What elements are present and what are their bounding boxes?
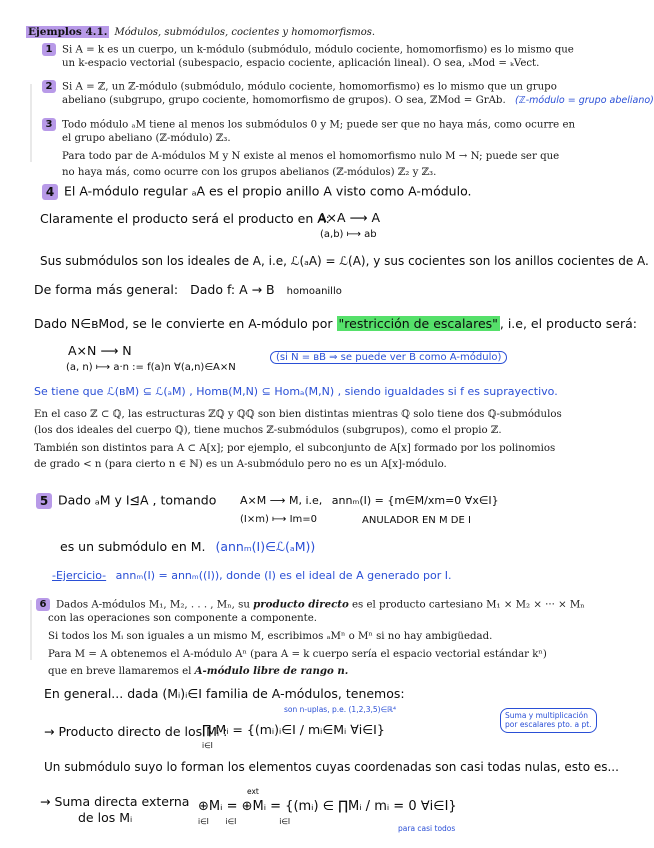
item-2-line-1: 2 Si A = ℤ, un ℤ-módulo (submódulo, módulo cociente, homomorfismo) es lo mismo que un grupo — [42, 80, 557, 93]
product-index: i∈I — [202, 741, 213, 750]
sum-label-2: de los Mᵢ — [78, 810, 133, 825]
item-2-note: (ℤ-módulo = grupo abeliano) — [514, 95, 654, 106]
item-4-para-4: de grado < n (para cierto n ∈ ℕ) es un A-submódulo pero no es un A[x]-módulo. — [34, 459, 447, 470]
item-number-6: 6 — [36, 598, 50, 611]
sum-label-1: → Suma directa externa — [40, 794, 190, 809]
item-6-line-5: que en breve llamaremos el A-módulo libre de rango n. — [48, 665, 349, 677]
map-1-top: A×A ⟶ A — [318, 210, 380, 225]
annihilator-formula: annₘ(I) = {m∈M/xm=0 ∀x∈I} — [331, 494, 499, 507]
item-4-line-1: 4 El A-módulo regular ₐA es el propio anillo A visto como A-módulo. — [42, 184, 471, 200]
item-4-para-2: (los dos ideales del cuerpo ℚ), tiene muchos ℤ-submódulos (subgrupos), como el propio ℤ. — [34, 425, 502, 436]
map-3-top: A×M ⟶ M, i.e, annₘ(I) = {m∈M/xm=0 ∀x∈I} — [240, 494, 499, 507]
item-number-4: 4 — [42, 184, 58, 200]
general-line: En general... dada (Mᵢ)ᵢ∈I familia de A-módulos, tenemos: — [44, 686, 405, 701]
item-number-5: 5 — [36, 493, 52, 509]
item-1-line-2: un k-espacio vectorial (subespacio, espacio cociente, aplicación lineal). O sea, ₖMod = ₖVect. — [62, 58, 540, 69]
suma-note: Suma y multiplicación por escalares pto. a pt. — [500, 708, 597, 733]
item-4-line-4: De forma más general: Dado f: A → B homoanillo — [34, 282, 342, 297]
example-subtitle: Módulos, submódulos, cocientes y homomorfismos. — [114, 27, 376, 38]
item-3-line-1: 3 Todo módulo ₐM tiene al menos los submódulos 0 y M; puede ser que no haya más, como ocurre en — [42, 118, 575, 131]
item-number-2: 2 — [42, 80, 56, 93]
ext-label: ext — [247, 787, 259, 796]
map-1-bottom: (a,b) ⟼ ab — [320, 229, 377, 240]
map-2-bottom: (a, n) ⟼ a·n := f(a)n ∀(a,n)∈A×N — [66, 362, 236, 373]
item-4-para-3: También son distintos para A ⊂ A[x]; por ejemplo, el subconjunto de A[x] formado por los polinomios — [34, 443, 556, 454]
sum-formula: ⊕Mᵢ = ⊕Mᵢ = {(mᵢ) ∈ ∏Mᵢ / mᵢ = 0 ∀i∈I} — [198, 799, 457, 814]
anulador-label: ANULADOR EN M DE I — [362, 515, 471, 526]
casi-todos-note: para casi todos — [398, 824, 456, 833]
item-number-1: 1 — [42, 43, 56, 56]
item-4-line-5: Dado N∈ʙMod, se le convierte en A-módulo por "restricción de escalares" , i.e, el producto será: — [34, 316, 637, 331]
item-4-line-2: Claramente el producto será el producto en A: — [40, 211, 330, 226]
item-3-line-4: no haya más, como ocurre con los grupos abelianos (ℤ-módulos) ℤ₂ y ℤ₃. — [62, 167, 437, 178]
item-1-line-1: 1 Si A = k es un cuerpo, un k-módulo (submódulo, módulo cociente, homomorfismo) es lo mismo que — [42, 43, 574, 56]
item-4-blue-line: Se tiene que ℒ(ʙM) ⊆ ℒ(ₐM) , Homʙ(M,N) ⊆ Homₐ(M,N) , siendo igualdades si f es suprayectivo. — [34, 385, 558, 398]
item-2-line-2: abeliano (subgrupo, grupo cociente, homomorfismo de grupos). O sea, ℤMod = GrAb. (ℤ-módulo = grupo abeliano) — [62, 95, 654, 106]
item-5-line-1: 5 Dado ₐM y I⊴A , tomando — [36, 493, 216, 509]
item-number-3: 3 — [42, 118, 56, 131]
example-header — [26, 22, 375, 38]
tuples-note: son n-uplas, p.e. (1,2,3,5)∈ℝ⁴ — [284, 705, 397, 714]
item-6-line-4: Para M = A obtenemos el A-módulo Aⁿ (para A = k cuerpo sería el espacio vectorial estándar kⁿ) — [48, 649, 547, 660]
item-5-line-2: es un submódulo en M. (annₘ(I)∈ℒ(ₐM)) — [60, 539, 316, 554]
item-4-note: (si N = ʙB ⇒ se puede ver B como A-módulo) — [270, 347, 507, 363]
item-5-note: (annₘ(I)∈ℒ(ₐM)) — [215, 539, 316, 554]
product-label: → Producto directo de los Mᵢ : — [44, 724, 228, 739]
item-3-line-3: Para todo par de A-módulos M y N existe al menos el homomorfismo nulo M → N; puede ser que — [62, 151, 560, 162]
item-4-line-3: Sus submódulos son los ideales de A, i.e, ℒ(ₐA) = ℒ(A), y sus cocientes son los anillos cocientes de A. — [40, 254, 649, 268]
item-4-para-1: En el caso ℤ ⊂ ℚ, las estructuras ℤℚ y ℚℚ son bien distintas mientras ℚ solo tiene dos ℚ-submódulos — [34, 409, 562, 420]
sum-index: i∈I i∈I i∈I — [198, 817, 291, 826]
submodule-line: Un submódulo suyo lo forman los elementos cuyas coordenadas son casi todas nulas, esto es... — [44, 760, 619, 774]
item-6-line-2: con las operaciones son componente a componente. — [48, 613, 318, 624]
restriccion-highlight: "restricción de escalares" — [338, 316, 498, 331]
item-5-exercise: -Ejercicio- annₘ(I) = annₘ((I)), donde (I) es el ideal de A generado por I. — [52, 569, 452, 582]
ejercicio-label: -Ejercicio- — [52, 569, 107, 582]
map-3-bottom: (I×m) ⟼ Im=0 — [240, 514, 317, 525]
item-3-line-2: el grupo abeliano (ℤ-módulo) ℤ₃. — [62, 133, 231, 144]
example-title: Ejemplos 4.1. — [28, 26, 108, 38]
item-6-line-1: 6 Dados A-módulos M₁, M₂, . . . , Mₙ, su producto directo es el producto cartesiano M₁ × M₂ × ··· × Mₙ — [36, 598, 585, 611]
item-6-line-3: Si todos los Mᵢ son iguales a un mismo M, escribimos ₐMⁿ o Mⁿ si no hay ambigüedad. — [48, 631, 493, 642]
map-2-top: A×N ⟶ N — [68, 343, 132, 358]
product-formula: ∏ Mᵢ = {(mᵢ)ᵢ∈I / mᵢ∈Mᵢ ∀i∈I} — [202, 722, 385, 737]
